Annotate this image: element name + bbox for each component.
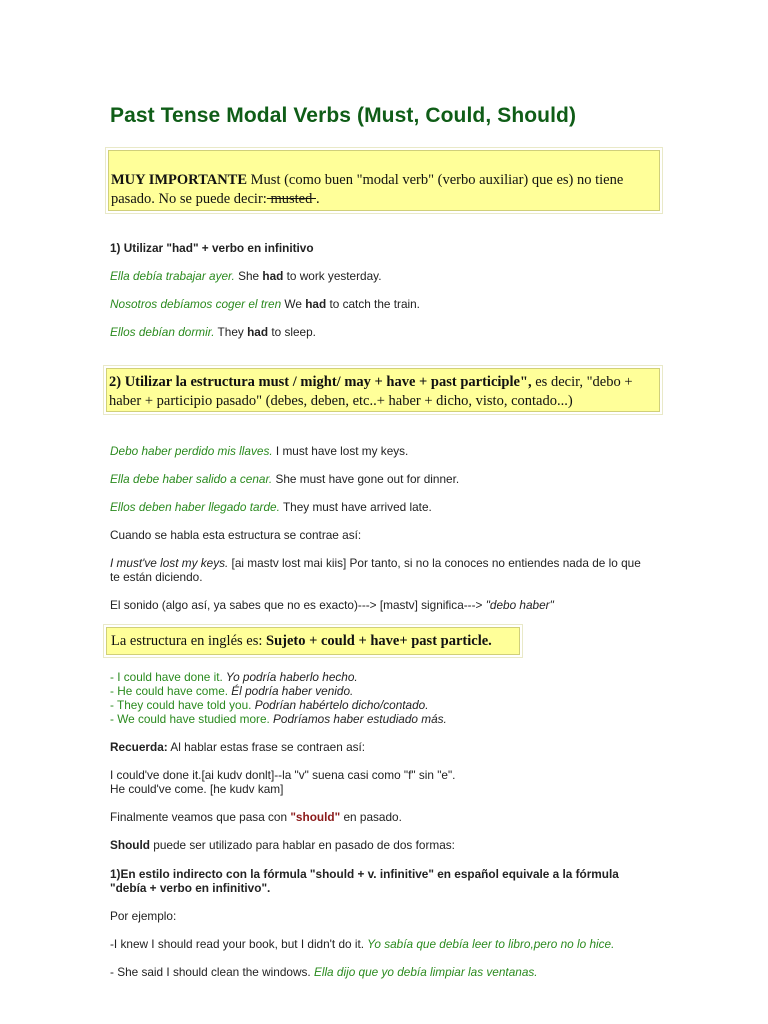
note-bold: MUY IMPORTANTE bbox=[111, 172, 248, 188]
should-example: -I knew I should read your book, but I didn't do it. Yo sabía que debía leer to libro,pero no lo hice. bbox=[110, 937, 615, 951]
list-item: - I could have done it. Yo podría haberlo hecho. bbox=[110, 670, 358, 684]
recuerda-line: Recuerda: Al hablar estas frase se contraen así: bbox=[110, 740, 366, 754]
list-item: - He could have come. Él podría haber venido. bbox=[110, 684, 354, 698]
should-rule: 1)En estilo indirecto con la fórmula "should + v. infinitive" en español equivale a la fórmula "debía + verbo en infinitivo". bbox=[110, 867, 619, 895]
sound-line: El sonido (algo así, ya sabes que no es exacto)---> [mastv] significa---> "debo haber" bbox=[110, 598, 554, 612]
should-example: - She said I should clean the windows. Ella dijo que yo debía limpiar las ventanas. bbox=[110, 965, 538, 979]
should-intro: Finalmente veamos que pasa con "should" en pasado. bbox=[110, 810, 402, 824]
note-end: . bbox=[315, 191, 320, 207]
contraction-example: I must've lost my keys. [ai mastv lost mai kiis] Por tanto, si no la conoces no entiendes nada de lo que te están diciendo. bbox=[110, 556, 641, 584]
could-examples bbox=[110, 670, 650, 726]
ejemplo-label: Por ejemplo: bbox=[110, 909, 177, 923]
example-line: Ellos deben haber llegado tarde. They must have arrived late. bbox=[110, 500, 432, 514]
structure-note-box bbox=[106, 368, 660, 412]
note-text: Must (como buen "modal verb" (verbo auxiliar) que es) no tiene pasado. No se puede decir: bbox=[111, 172, 624, 207]
struck-word: musted bbox=[266, 191, 316, 207]
structure-text: es decir, "debo + haber + participio pasado" (debes, deben, etc..+ haber + dicho, visto, contado...) bbox=[109, 374, 633, 409]
important-note-box bbox=[108, 150, 660, 211]
could-structure-box bbox=[106, 627, 520, 655]
contraction-line: He could've come. [he kudv kam] bbox=[110, 782, 284, 796]
could-structure-text: La estructura en inglés es: bbox=[111, 633, 267, 649]
contraction-line: I could've done it.[ai kudv donlt]--la "v" suena casi como "f" sin "e". bbox=[110, 768, 456, 782]
list-item: - We could have studied more. Podríamos haber estudiado más. bbox=[110, 712, 447, 726]
structure-bold: 2) Utilizar la estructura must / might/ may + have + past participle", bbox=[109, 374, 532, 390]
contraction-intro: Cuando se habla esta estructura se contrae así: bbox=[110, 528, 362, 542]
page-title: Past Tense Modal Verbs (Must, Could, Should) bbox=[110, 104, 577, 127]
section1-heading: 1) Utilizar "had" + verbo en infinitivo bbox=[110, 241, 314, 255]
example-line: Ellos debían dormir. They had to sleep. bbox=[110, 325, 316, 339]
example-line: Debo haber perdido mis llaves. I must have lost my keys. bbox=[110, 444, 409, 458]
could-structure-bold: Sujeto + could + have+ past particle. bbox=[266, 633, 492, 649]
example-line: Ella debe haber salido a cenar. She must have gone out for dinner. bbox=[110, 472, 460, 486]
could-contractions bbox=[110, 768, 650, 796]
should-two-forms: Should puede ser utilizado para hablar en pasado de dos formas: bbox=[110, 838, 455, 852]
example-line: Nosotros debíamos coger el tren We had to catch the train. bbox=[110, 297, 420, 311]
example-line: Ella debía trabajar ayer. She had to work yesterday. bbox=[110, 269, 382, 283]
list-item: - They could have told you. Podrían habértelo dicho/contado. bbox=[110, 698, 429, 712]
